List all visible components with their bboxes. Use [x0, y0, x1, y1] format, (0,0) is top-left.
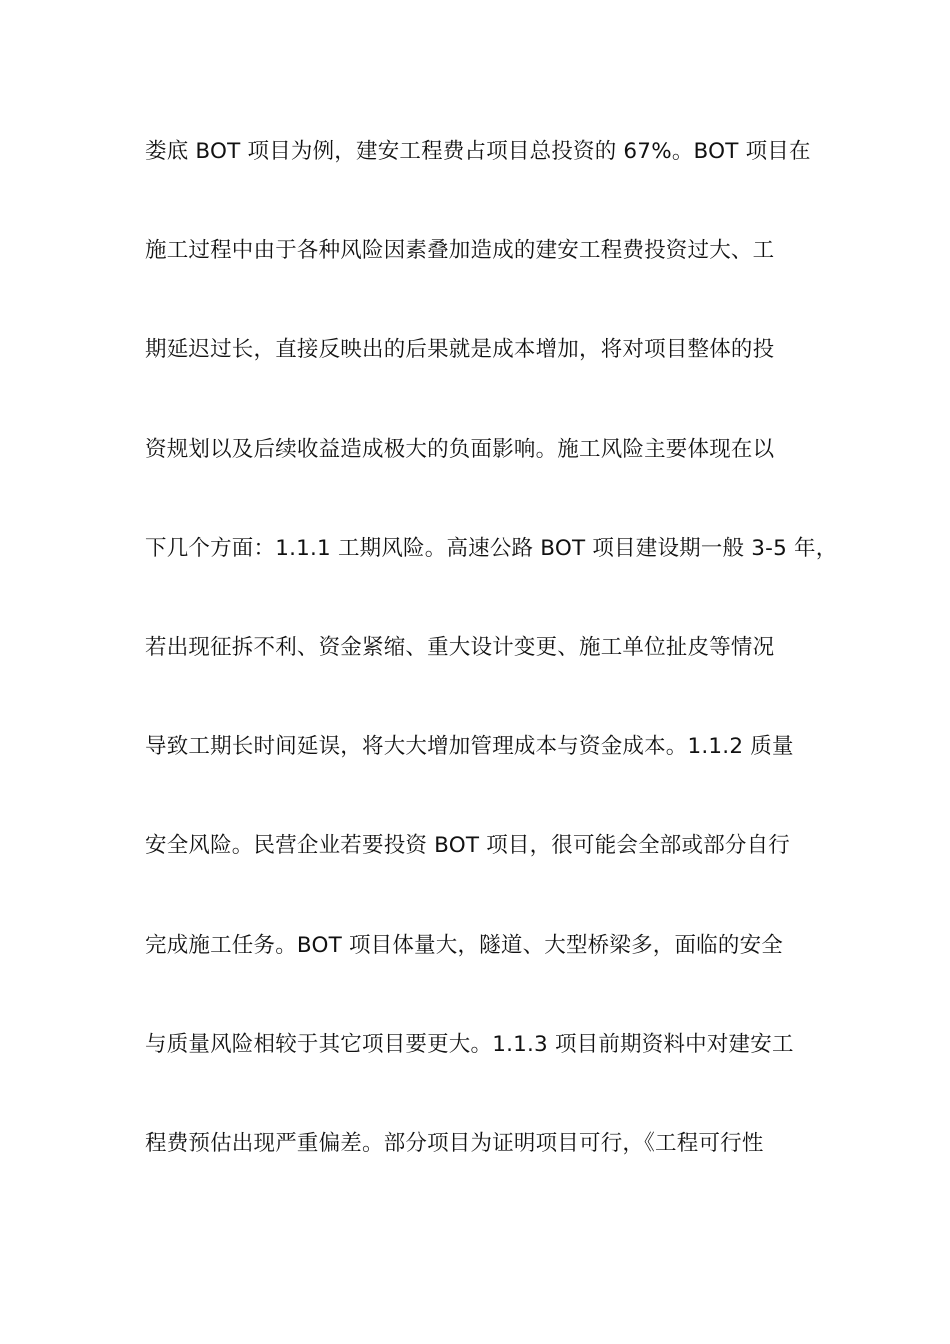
text-line-9: 完成施工任务。BOT 项目体量大，隧道、大型桥梁多，面临的安全	[145, 932, 783, 958]
body-text	[145, 132, 838, 1223]
text-line-2: 施工过程中由于各种风险因素叠加造成的建安工程费投资过大、工	[145, 238, 775, 264]
text-line-5: 下几个方面：1.1.1 工期风险。高速公路 BOT 项目建设期一般 3-5 年，	[145, 535, 838, 561]
text-line-11: 程费预估出现严重偏差。部分项目为证明项目可行，《工程可行性	[145, 1130, 764, 1156]
text-line-6: 若出现征拆不利、资金紧缩、重大设计变更、施工单位扯皮等情况	[145, 634, 775, 660]
text-line-3: 期延迟过长，直接反映出的后果就是成本增加，将对项目整体的投	[145, 337, 775, 363]
text-line-7: 导致工期长时间延误，将大大增加管理成本与资金成本。1.1.2 质量	[145, 734, 794, 760]
text-line-1: 娄底 BOT 项目为例，建安工程费占项目总投资的 67%。BOT 项目在	[145, 139, 811, 164]
text-line-8: 安全风险。民营企业若要投资 BOT 项目，很可能会全部或部分自行	[145, 833, 790, 859]
text-line-4: 资规划以及后续收益造成极大的负面影响。施工风险主要体现在以	[145, 436, 775, 462]
text-line-10: 与质量风险相较于其它项目要更大。1.1.3 项目前期资料中对建安工	[145, 1031, 794, 1057]
